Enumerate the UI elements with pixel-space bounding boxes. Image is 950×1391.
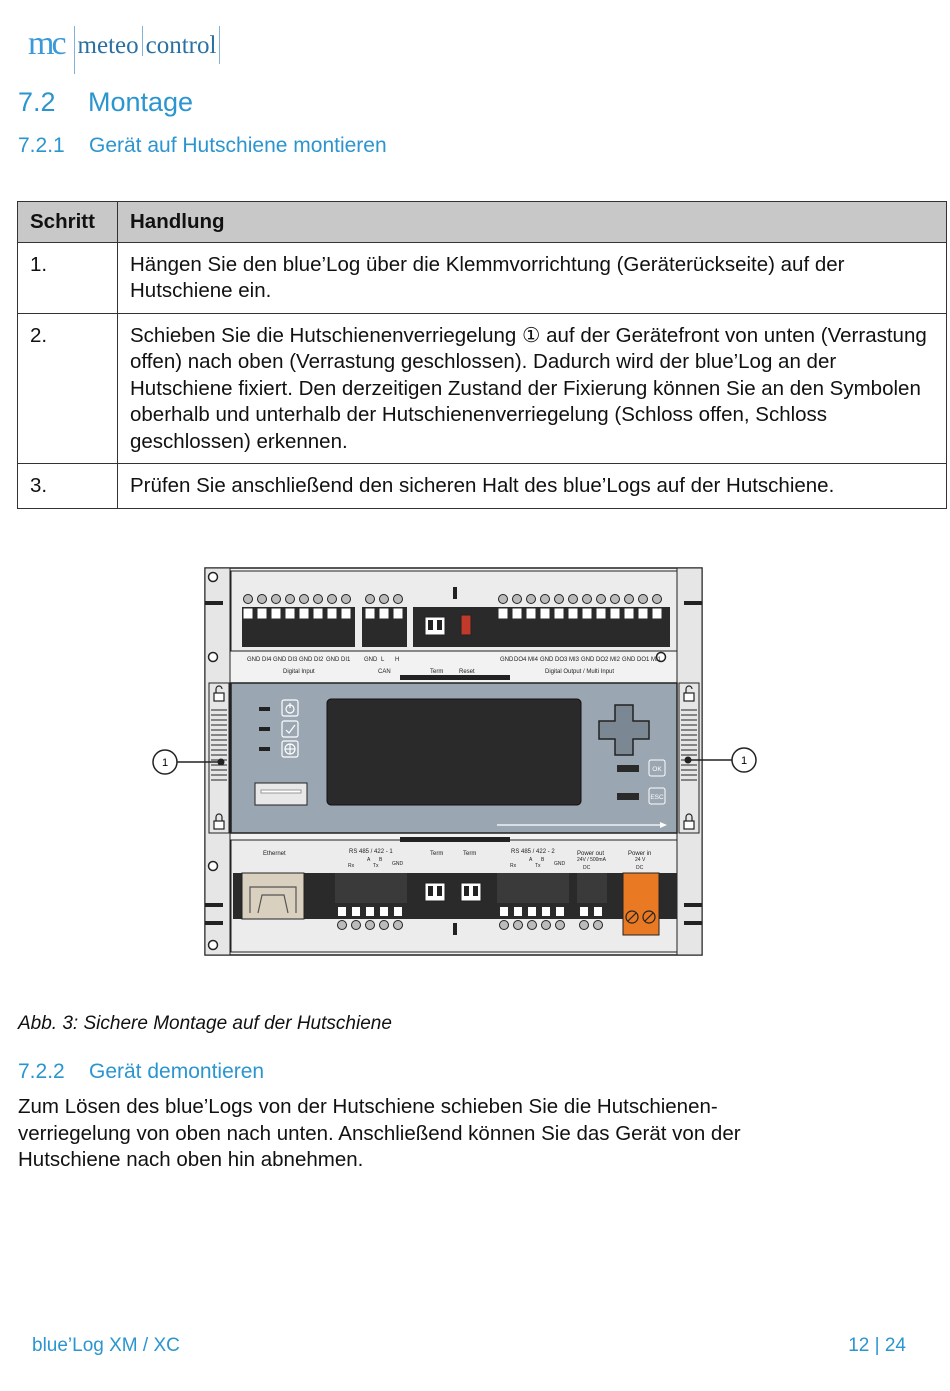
callout-number-left: 1	[161, 757, 169, 769]
pin-label-rx: Rx	[348, 863, 355, 869]
rs485-2-block	[497, 873, 569, 903]
device-diagram	[145, 565, 765, 960]
usb-port	[255, 783, 307, 805]
step-number: 3.	[18, 464, 118, 509]
table-row	[18, 242, 947, 313]
reset-button	[461, 615, 471, 635]
pin-label-top: MI4	[528, 657, 539, 663]
footer-product: blue’Log XM / XC	[32, 1335, 180, 1356]
lock-slider-left	[209, 683, 229, 833]
pin-label-top: DI1	[341, 657, 351, 663]
pin-label-top: DO1	[637, 657, 650, 663]
pin-label-top: MI3	[569, 657, 580, 663]
pin-label-top: GND	[500, 657, 514, 663]
subsection-number: 7.2.1	[18, 134, 65, 157]
divider-tab-bottom	[453, 923, 457, 935]
figure-caption: Abb. 3: Sichere Montage auf der Hutschiene	[18, 1013, 392, 1034]
label-term-top: Term	[430, 669, 444, 675]
meteocontrol-logo	[28, 26, 220, 74]
pin-label-top: MI2	[610, 657, 621, 663]
pin-label-top: GND	[364, 657, 378, 663]
label-rs485-2: RS 485 / 422 - 2	[511, 849, 555, 855]
label-power-out: Power out	[577, 851, 605, 857]
pin-label-tx: Tx	[373, 863, 379, 869]
label-digital-output: Digital Output / Multi Input	[545, 669, 615, 675]
usb-slot	[261, 790, 301, 793]
step-text: Prüfen Sie anschließend den sicheren Halt des blue’Logs auf der Hutschiene.	[118, 464, 947, 509]
power-out-spec: 24V / 500mA	[577, 857, 606, 863]
section-title: Montage	[88, 87, 194, 117]
step-text: Hängen Sie den blue’Log über die Klemmvorrichtung (Geräterückseite) auf der Hutschiene ein.	[118, 242, 947, 313]
section-heading	[18, 87, 193, 118]
pin-label-rx: Rx	[510, 863, 517, 869]
power-out-block	[577, 873, 607, 903]
step-text	[118, 313, 947, 464]
step-number: 1.	[18, 242, 118, 313]
label-rs485-1: RS 485 / 422 - 1	[349, 849, 393, 855]
dismount-paragraph: Zum Lösen des blue’Logs von der Hutschiene schieben Sie die Hutschienen-verriegelung von oben nach unten. Anschließend können Sie das Gerät von der Hutschiene nach oben hin abnehmen.	[18, 1095, 741, 1171]
step-number: 2.	[18, 313, 118, 464]
power-in-connector	[623, 873, 659, 935]
ok-label: OK	[652, 766, 662, 773]
section-number: 7.2	[18, 87, 56, 117]
pin-label-top: GND	[540, 657, 554, 663]
subsection-title: Gerät demontieren	[89, 1060, 265, 1083]
pin-label-top: DI2	[314, 657, 324, 663]
label-ethernet: Ethernet	[263, 851, 286, 857]
pin-label-top: GND	[247, 657, 261, 663]
divider-bar-top	[400, 675, 510, 680]
pin-label-b: B	[379, 857, 383, 863]
step-text-part: Schieben Sie die Hutschienenverriegelung	[130, 323, 523, 347]
pin-label-gnd: GND	[392, 861, 404, 867]
divider-bar-bottom	[400, 837, 510, 842]
pin-label-a: A	[529, 857, 533, 863]
pin-label-top: DI4	[262, 657, 272, 663]
pin-label-dc: DC	[583, 865, 591, 871]
logo-divider	[219, 26, 220, 64]
pin-label-top: GND	[299, 657, 313, 663]
label-can: CAN	[378, 669, 391, 675]
pin-label-top: DI3	[288, 657, 298, 663]
table-row	[18, 313, 947, 464]
subsection-heading-mount	[18, 134, 387, 158]
label-reset: Reset	[459, 669, 475, 675]
pin-label-dc: DC	[636, 865, 644, 871]
pin-label-tx: Tx	[535, 863, 541, 869]
pin-label-top: H	[395, 657, 400, 663]
column-header-step: Schritt	[18, 202, 118, 243]
led-ok	[617, 765, 639, 772]
callout-dot-left	[218, 759, 225, 766]
label-digital-input: Digital Input	[283, 669, 315, 675]
led-esc	[617, 793, 639, 800]
pin-label-b: B	[541, 857, 545, 863]
pin-label-top: GND	[273, 657, 287, 663]
subsection-heading-dismount	[18, 1060, 264, 1084]
pin-label-gnd: GND	[554, 861, 566, 867]
pin-label-top: GND	[326, 657, 340, 663]
steps-table	[17, 201, 947, 509]
logo-word-meteo: meteo	[77, 32, 139, 59]
table-header-row	[18, 202, 947, 243]
pin-label-top: MI1	[651, 657, 662, 663]
callout-dot-right	[685, 757, 692, 764]
rs485-1-block	[335, 873, 407, 903]
logo-wordmark	[74, 26, 221, 74]
subsection-title: Gerät auf Hutschiene montieren	[89, 134, 387, 157]
pin-label-top: GND	[622, 657, 636, 663]
pin-label-top: DO4	[514, 657, 527, 663]
term-dip-switch-top	[425, 617, 445, 635]
pin-label-top: GND	[581, 657, 595, 663]
pin-label-top: DO3	[555, 657, 568, 663]
logo-word-control: control	[145, 32, 217, 59]
callout-number-right: 1	[740, 755, 748, 767]
ethernet-port	[242, 873, 304, 919]
label-term-bottom-1: Term	[430, 851, 444, 857]
label-power-in: Power in	[628, 851, 652, 857]
label-term-bottom-2: Term	[463, 851, 477, 857]
logo-mark: mc	[28, 25, 64, 62]
display-screen	[327, 699, 581, 805]
subsection-number: 7.2.2	[18, 1060, 65, 1083]
esc-label: ESC	[650, 794, 664, 801]
step-text-part: auf der Gerätefront von unten (Verrastung offen) nach oben (Verrastung geschlossen). Dadurch wird der blue’Log an der Hutschiene fixiert. Den derzeitigen Zustand der Fixierung können Sie an den Symbolen oberhalb und unterhalb der Hutschienenverriegelung (Schloss offen, Schloss geschlossen) erkennen.	[130, 323, 927, 453]
power-in-spec: 24 V	[635, 857, 646, 863]
divider-tab-top	[453, 587, 457, 599]
pin-label-a: A	[367, 857, 371, 863]
pin-label-top: DO2	[596, 657, 609, 663]
column-header-action: Handlung	[118, 202, 947, 243]
footer-page-number: 12 | 24	[848, 1335, 906, 1356]
callout-marker: ①	[522, 323, 541, 347]
table-row	[18, 464, 947, 509]
pin-label-top: L	[381, 657, 385, 663]
